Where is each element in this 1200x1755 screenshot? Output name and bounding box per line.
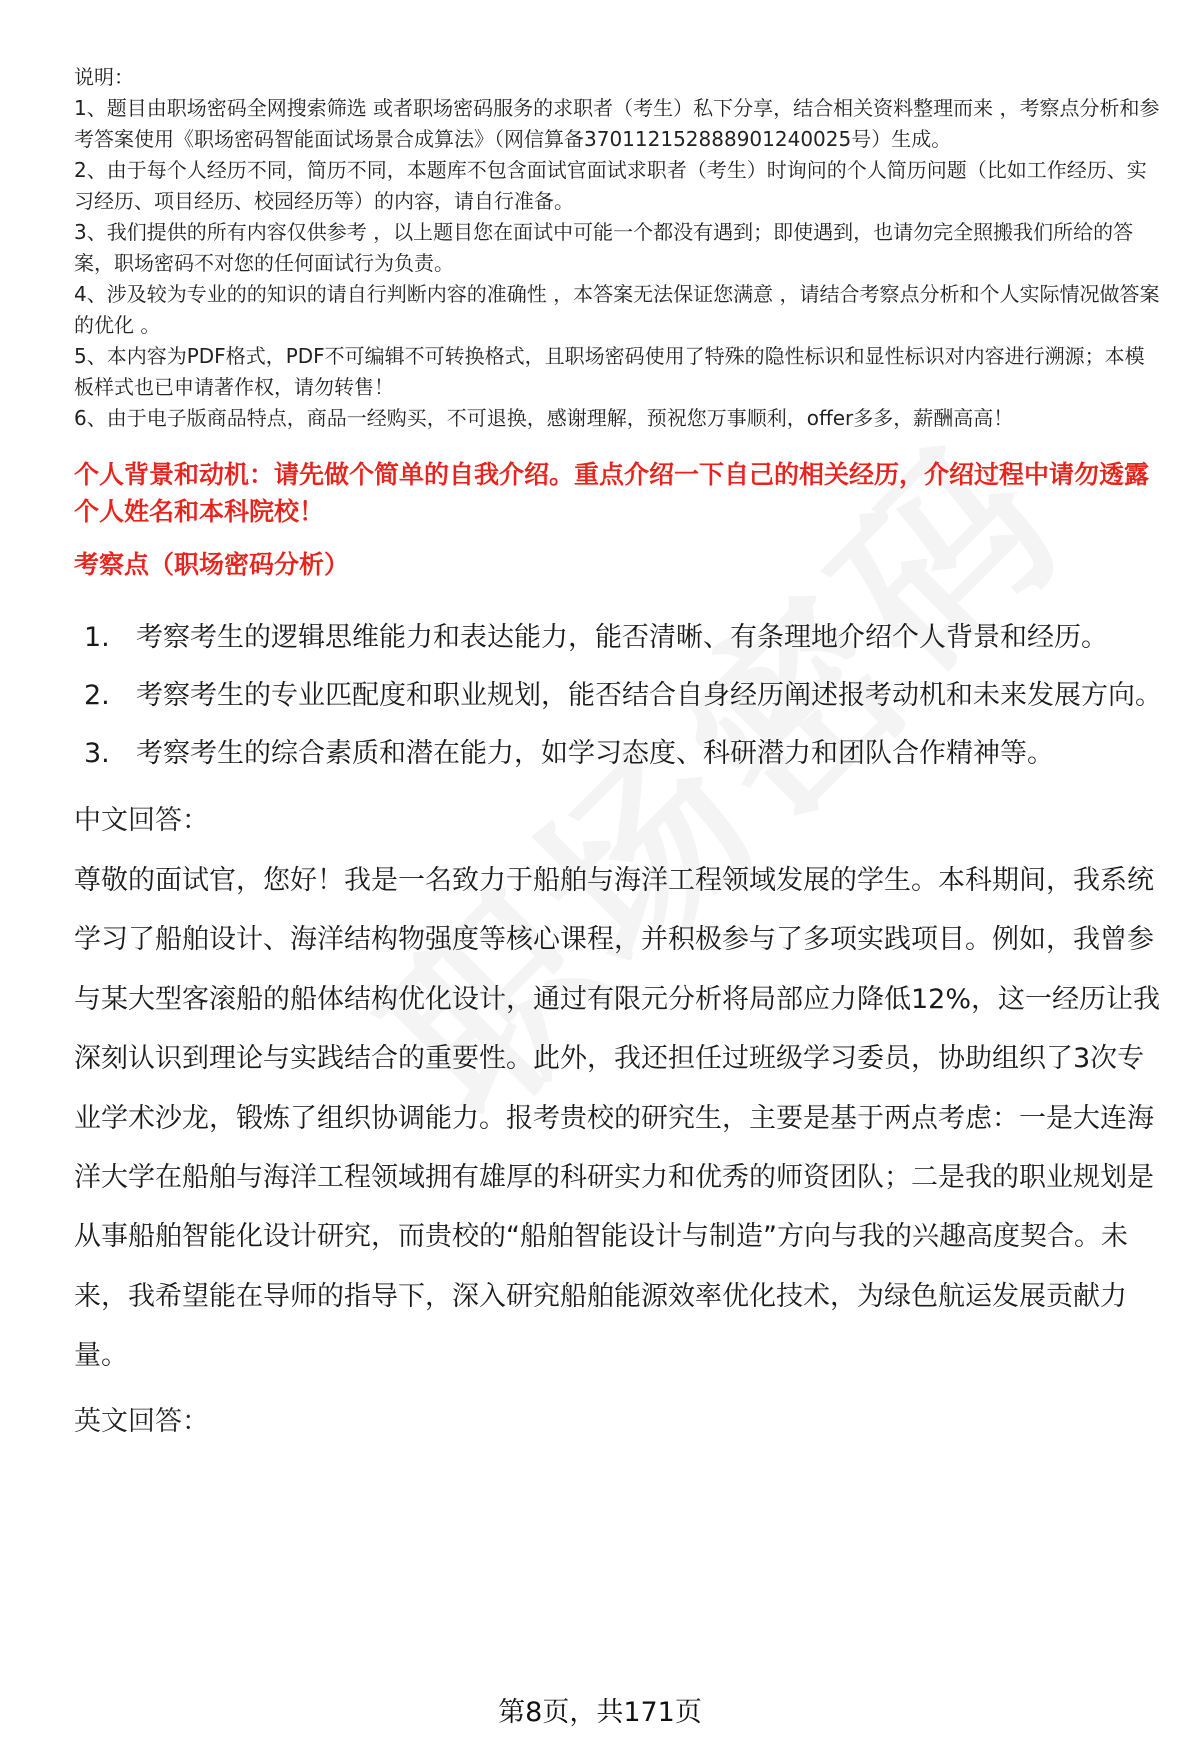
chinese-answer-label: 中文回答：	[74, 805, 209, 836]
analysis-title: 考察点（职场密码分析）	[74, 550, 350, 579]
document-page	[74, 62, 1164, 1442]
point-text: 考察考生的逻辑思维能力和表达能力，能否清晰、有条理地介绍个人背景和经历。	[136, 622, 1108, 653]
notes-item: 4、涉及较为专业的的知识的请自行判断内容的准确性 ，本答案无法保证您满意 ，请结合考察点分析和个人实际情况做答案的优化 。	[74, 282, 1160, 337]
analysis-points	[74, 609, 1164, 783]
chinese-answer-text: 尊敬的面试官，您好！我是一名致力于船舶与海洋工程领域发展的学生。本科期间，我系统学习了船舶设计、海洋结构物强度等核心课程，并积极参与了多项实践项目。例如，我曾参与某大型客滚船的船体结构优化设计，通过有限元分析将局部应力降低12%，这一经历让我深刻认识到理论与实践结合的重要性。此外，我还担任过班级学习委员，协助组织了3次专业学术沙龙，锻炼了组织协调能力。报考贵校的研究生，主要是基于两点考虑：一是大连海洋大学在船舶与海洋工程领域拥有雄厚的科研实力和优秀的师资团队；二是我的职业规划是从事船舶智能化设计研究，而贵校的“船舶智能设计与制造”方向与我的兴趣高度契合。未来，我希望能在导师的指导下，深入研究船舶能源效率优化技术，为绿色航运发展贡献力量。	[74, 865, 1161, 1372]
point-text: 考察考生的专业匹配度和职业规划，能否结合自身经历阐述报考动机和未来发展方向。	[136, 680, 1162, 711]
english-answer-label: 英文回答：	[74, 1405, 209, 1437]
notes-header: 说明：	[74, 65, 134, 89]
point-text: 考察考生的综合素质和潜在能力，如学习态度、科研潜力和团队合作精神等。	[136, 738, 1054, 769]
notes-item: 1、题目由职场密码全网搜索筛选 或者职场密码服务的求职者（考生）私下分享，结合相关资料整理而来 ，考察点分析和参考答案使用《职场密码智能面试场景合成算法》（网信算备370112152888901240025号）生成。	[74, 96, 1160, 151]
point-number: 1.	[84, 622, 110, 653]
analysis-point	[74, 609, 1164, 667]
interview-question: 个人背景和动机：请先做个简单的自我介绍。重点介绍一下自己的相关经历，介绍过程中请勿透露个人姓名和本科院校！	[74, 460, 1150, 526]
notes-item: 6、由于电子版商品特点，商品一经购买，不可退换，感谢理解，预祝您万事顺利，offer多多，薪酬高高！	[74, 406, 1014, 430]
notes-item: 2、由于每个人经历不同，简历不同，本题库不包含面试官面试求职者（考生）时询问的个人简历问题（比如工作经历、实习经历、项目经历、校园经历等）的内容，请自行准备。	[74, 158, 1147, 213]
notes-item: 3、我们提供的所有内容仅供参考 ，以上题目您在面试中可能一个都没有遇到；即使遇到，也请勿完全照搬我们所给的答案，职场密码不对您的任何面试行为负责。	[74, 220, 1134, 275]
notes-section	[74, 62, 1164, 434]
page-footer: 第8页，共171页	[498, 1697, 702, 1728]
analysis-point	[74, 725, 1164, 783]
point-number: 2.	[84, 680, 110, 711]
point-number: 3.	[84, 738, 110, 769]
analysis-point	[74, 667, 1164, 725]
notes-item: 5、本内容为PDF格式，PDF不可编辑不可转换格式，且职场密码使用了特殊的隐性标识和显性标识对内容进行溯源；本模板样式也已申请著作权，请勿转售！	[74, 344, 1145, 399]
